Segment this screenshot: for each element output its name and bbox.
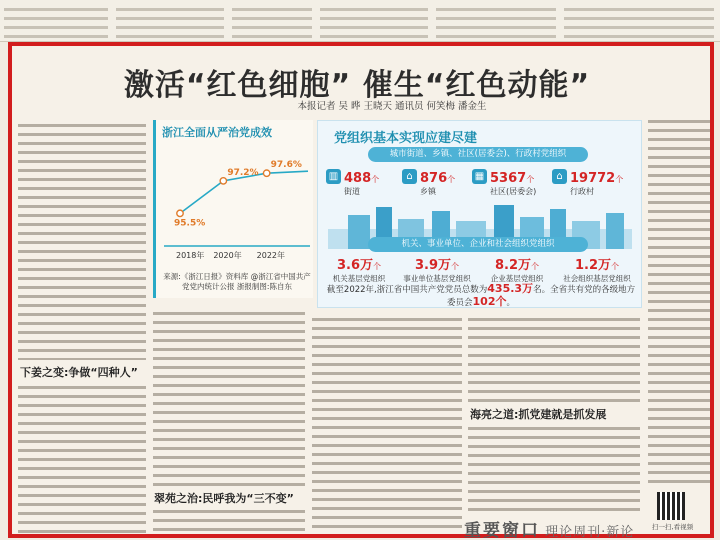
stat-streets: ▥ 488个 街道 [344,167,379,197]
x-tick-label: 2018年 [176,251,205,260]
chart-source: 来源:《浙江日报》资料库 @浙江省中国共产党党内统计公报 浙报制图:陈自东 [163,272,311,291]
qr-code[interactable] [657,492,685,520]
stat-villages: ⌂ 19772个 行政村 [570,167,623,197]
body-text-column [153,308,305,488]
x-tick-label: 2022年 [256,251,286,260]
stat-enterprise-orgs: 8.2万个 企业基层党组织 [490,258,544,283]
body-text-column [153,506,305,534]
x-tick-label: 2020年 [213,251,242,260]
stat-institution-orgs: 3.9万个 事业单位基层党组织 [403,258,471,283]
previous-page-strip [0,0,720,42]
article-frame [8,42,714,538]
data-label: 97.6% [270,160,302,171]
community-icon: ▦ [472,169,487,184]
category-bar-city: 城市街道、乡镇、社区(居委会)、行政村党组织 [368,147,588,162]
data-point [177,210,183,216]
party-organization-panel [317,120,642,308]
headline: 激活“红色细胞” 催生“红色动能” [123,68,591,103]
body-text-column [18,382,146,534]
line-chart [156,142,314,270]
text-column [320,4,428,38]
panel-summary-note: 截至2022年,浙江省中国共产党党员总数为435.3万名。全省共有党的各级地方委员会102个。 [326,282,636,308]
town-icon: ⌂ [402,169,417,184]
chart-title: 浙江全面从严治党成效 [162,126,272,139]
body-text-column [18,120,146,360]
column-flag: 重要窗口 理论周刊·新论 [464,521,635,540]
stat-social-orgs: 1.2万个 社会组织基层党组织 [563,258,631,283]
body-text-column [648,116,710,488]
text-column [564,4,714,38]
body-text-column [312,314,462,534]
text-column [4,4,108,38]
stat-towns: ⌂ 876个 乡镇 [420,167,455,197]
stat-agency-orgs: 3.6万个 机关基层党组织 [332,258,386,283]
subhead-cuiyuan: 翠苑之治:民呼我为“三不变” [154,492,294,505]
qr-caption: 扫一扫,看视频 [652,523,694,531]
panel-title: 党组织基本实现应建尽建 [334,131,478,146]
body-text-column [468,423,640,513]
village-icon: ⌂ [552,169,567,184]
chart-party-governance [153,120,313,298]
text-column [232,4,312,38]
byline: 本报记者 吴 晔 王晓天 通讯员 何笑梅 潘金生 [297,101,487,112]
text-column [436,4,556,38]
building-icon: ▥ [326,169,341,184]
data-point [220,178,226,184]
stat-communities: ▦ 5367个 社区(居委会) [490,167,536,197]
category-bar-organizations: 机关、事业单位、企业和社会组织党组织 [368,237,588,252]
body-text-column [468,314,640,402]
subhead-xiajiang: 下姜之变:争做“四种人” [20,366,138,379]
text-column [116,4,224,38]
subhead-hailiang: 海亮之道:抓党建就是抓发展 [470,408,607,421]
data-label: 97.2% [227,167,259,178]
data-label: 95.5% [174,218,206,229]
data-point [263,170,269,176]
